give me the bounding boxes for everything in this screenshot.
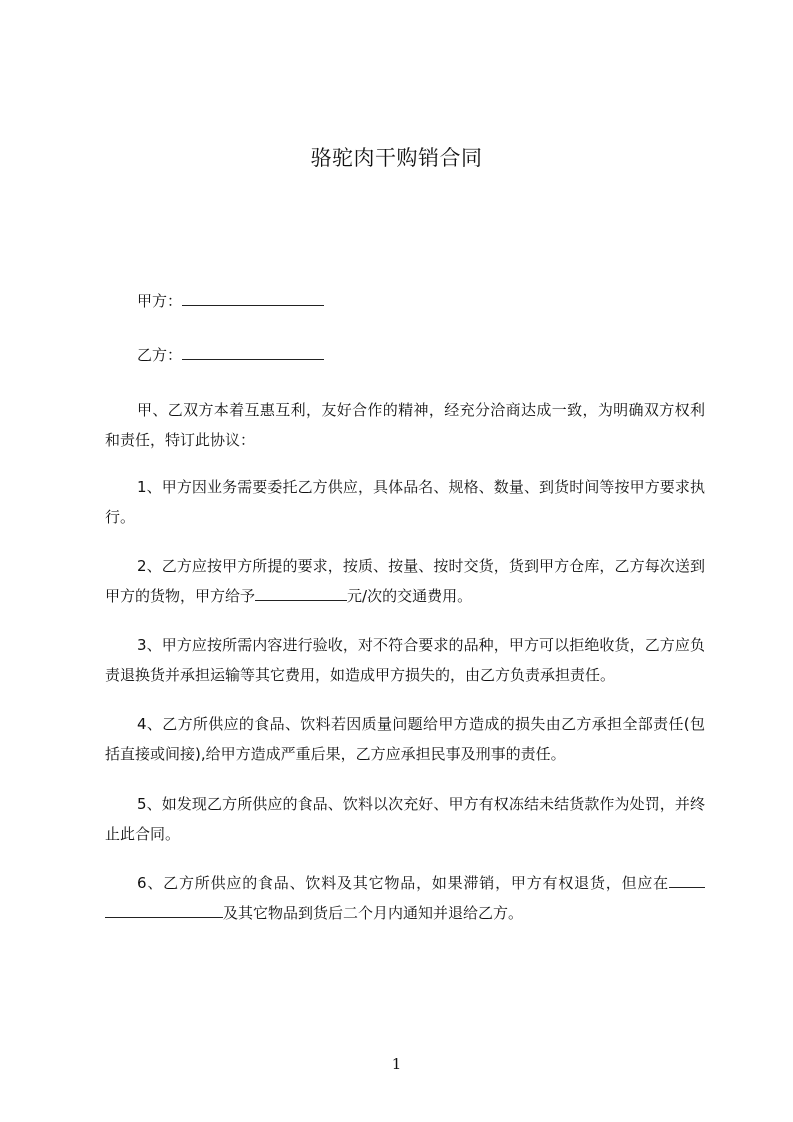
clause-2-text-after: 元/次的交通费用。	[347, 587, 473, 605]
clause-2-text-before: 2、乙方应按甲方所提的要求，按质、按量、按时交货，货到甲方仓库，乙方每次送到甲方的货物，甲方给予	[105, 557, 705, 605]
clause-6-text-after: 及其它物品到货后二个月内通知并退给乙方。	[223, 904, 524, 922]
clause-6-blank-2	[105, 903, 223, 918]
clause-5: 5、如发现乙方所供应的食品、饮料以次充好、甲方有权冻结未结货款作为处罚，并终止此合同。	[105, 795, 705, 843]
party-b-label: 乙方：	[137, 346, 183, 364]
page-number: 1	[391, 1055, 402, 1073]
clause-6-text-before: 6、乙方所供应的食品、饮料及其它物品，如果滞销，甲方有权退货，但应在	[137, 874, 669, 892]
clause-2-blank	[255, 586, 347, 601]
clause-3: 3、甲方应按所需内容进行验收，对不符合要求的品种，甲方可以拒绝收货，乙方应负责退换货并承担运输等其它费用，如造成甲方损失的，由乙方负责承担责任。	[105, 636, 705, 684]
party-a-blank	[182, 291, 324, 306]
clause-6	[105, 868, 705, 928]
party-a-label: 甲方：	[137, 292, 183, 310]
intro-paragraph: 甲、乙双方本着互惠互利，友好合作的精神，经充分洽商达成一致，为明确双方权利和责任，特订此协议：	[105, 401, 705, 449]
document-title: 骆驼肉干购销合同	[310, 146, 483, 170]
clause-6-blank-1	[669, 873, 705, 888]
clause-4: 4、乙方所供应的食品、饮料若因质量问题给甲方造成的损失由乙方承担全部责任(包括直接或间接),给甲方造成严重后果，乙方应承担民事及刑事的责任。	[105, 715, 705, 763]
party-b-blank	[182, 345, 324, 360]
party-b-line	[137, 344, 324, 365]
clause-1: 1、甲方因业务需要委托乙方供应，具体品名、规格、数量、到货时间等按甲方要求执行。	[105, 478, 705, 526]
party-a-line	[137, 290, 324, 311]
clause-2	[105, 551, 705, 611]
